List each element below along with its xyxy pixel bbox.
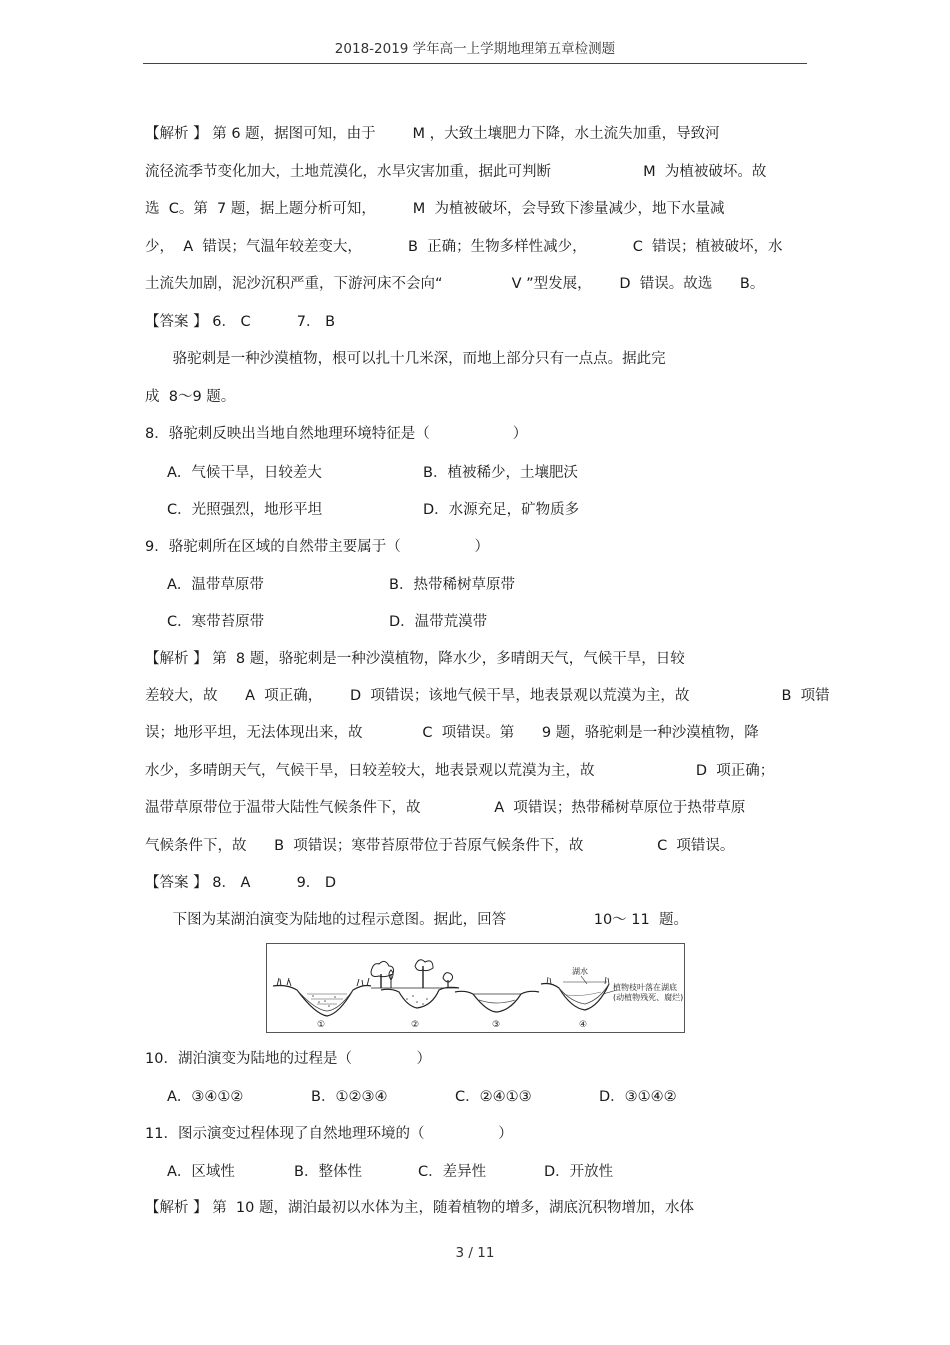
q8-option-d: D．水源充足，矿物质多 [423, 502, 580, 518]
q8-option-c: C．光照强烈，地形平坦 [167, 502, 323, 518]
answer-line: 【答案 】 6． C 7． B [145, 314, 336, 330]
panel-2-illustration [371, 960, 459, 1030]
panel-3-illustration [455, 991, 539, 1030]
text-line: 气候条件下，故 B 项错误；寒带苔原带位于苔原气候条件下，故 C 项错误。 [145, 838, 735, 854]
q11-option-d: D．开放性 [544, 1164, 614, 1180]
panel-1-illustration [273, 978, 371, 1030]
question-11: 11．图示演变过程体现了自然地理环境的（ ） [145, 1126, 513, 1142]
text-line: 下图为某湖泊演变为陆地的过程示意图。据此，回答 10～ 11 题。 [145, 912, 688, 928]
q11-option-c: C．差异性 [418, 1164, 487, 1180]
page-header: 2018-2019 学年高一上学期地理第五章检测题 [334, 41, 616, 57]
text-line: 【解析 】 第 8 题，骆驼刺是一种沙漠植物，降水少，多晴朗天气，气候干旱，日较 [145, 651, 685, 667]
panel-3-label: ③ [492, 1020, 501, 1030]
panel-4-illustration [541, 966, 683, 1030]
question-8: 8．骆驼刺反映出当地自然地理环境特征是（ ） [145, 426, 528, 442]
q9-option-c: C．寒带苔原带 [167, 614, 265, 630]
q10-option-b: B．①②③④ [311, 1089, 388, 1105]
text-line: 成 8～9 题。 [145, 389, 236, 405]
text-line: 差较大，故 A 项正确， D 项错误；该地气候干旱，地表景观以荒漠为主，故 B 项错 [145, 688, 830, 704]
text-line: 流径流季节变化加大，土地荒漠化，水旱灾害加重，据此可判断 M 为植被破坏。故 [145, 164, 767, 180]
q8-option-b: B．植被稀少，土壤肥沃 [423, 465, 578, 481]
annotation-lake-water: 湖水 [572, 967, 588, 976]
q11-option-b: B．整体性 [294, 1164, 362, 1180]
q11-option-a: A．区域性 [167, 1164, 235, 1180]
text-line: 土流失加剧，泥沙沉积严重，下游河床不会向“ V ”型发展， D 错误。故选 B。 [145, 276, 765, 292]
q9-option-a: A．温带草原带 [167, 577, 264, 593]
panel-1-label: ① [317, 1020, 326, 1030]
panel-4-label: ④ [579, 1020, 588, 1030]
text-line: 误；地形平坦，无法体现出来，故 C 项错误。第 9 题，骆驼刺是一种沙漠植物，降 [145, 725, 759, 741]
annotation-decay: (动植物残死、腐烂) [613, 993, 684, 1002]
annotation-sediment: 植物枝叶落在湖底 [613, 983, 677, 992]
q9-option-b: B．热带稀树草原带 [389, 577, 515, 593]
text-line: 水少，多晴朗天气，气候干旱，日较差较大，地表景观以荒漠为主，故 D 项正确； [145, 763, 775, 779]
text-line: 骆驼刺是一种沙漠植物，根可以扎十几米深，而地上部分只有一点点。据此完 [145, 351, 666, 367]
page-number: 3 / 11 [455, 1245, 495, 1261]
question-9: 9．骆驼刺所在区域的自然带主要属于（ ） [145, 539, 489, 555]
text-line: 少， A 错误；气温年较差变大， B 正确；生物多样性减少， C 错误；植被破坏，水 [145, 239, 783, 255]
q10-option-c: C．②④①③ [455, 1089, 532, 1105]
q10-option-a: A．③④①② [167, 1089, 244, 1105]
q9-option-d: D．温带荒漠带 [389, 614, 488, 630]
text-line: 温带草原带位于温带大陆性气候条件下，故 A 项错误；热带稀树草原位于热带草原 [145, 800, 746, 816]
q8-option-a: A．气候干旱，日较差大 [167, 465, 322, 481]
header-divider [143, 63, 807, 64]
question-10: 10．湖泊演变为陆地的过程是（ ） [145, 1051, 431, 1067]
lake-evolution-figure [266, 943, 685, 1033]
text-line: 选 C。第 7 题，据上题分析可知， M 为植被破坏，会导致下渗量减少，地下水量减 [145, 201, 725, 217]
panel-2-label: ② [411, 1020, 420, 1030]
answer-line: 【答案 】 8． A 9． D [145, 875, 337, 891]
text-line: 【解析 】 第 6 题，据图可知，由于 M ，大致土壤肥力下降，水土流失加重，导致河 [145, 126, 720, 142]
text-line: 【解析 】 第 10 题，湖泊最初以水体为主，随着植物的增多，湖底沉积物增加，水体 [145, 1200, 694, 1216]
q10-option-d: D．③①④② [599, 1089, 677, 1105]
